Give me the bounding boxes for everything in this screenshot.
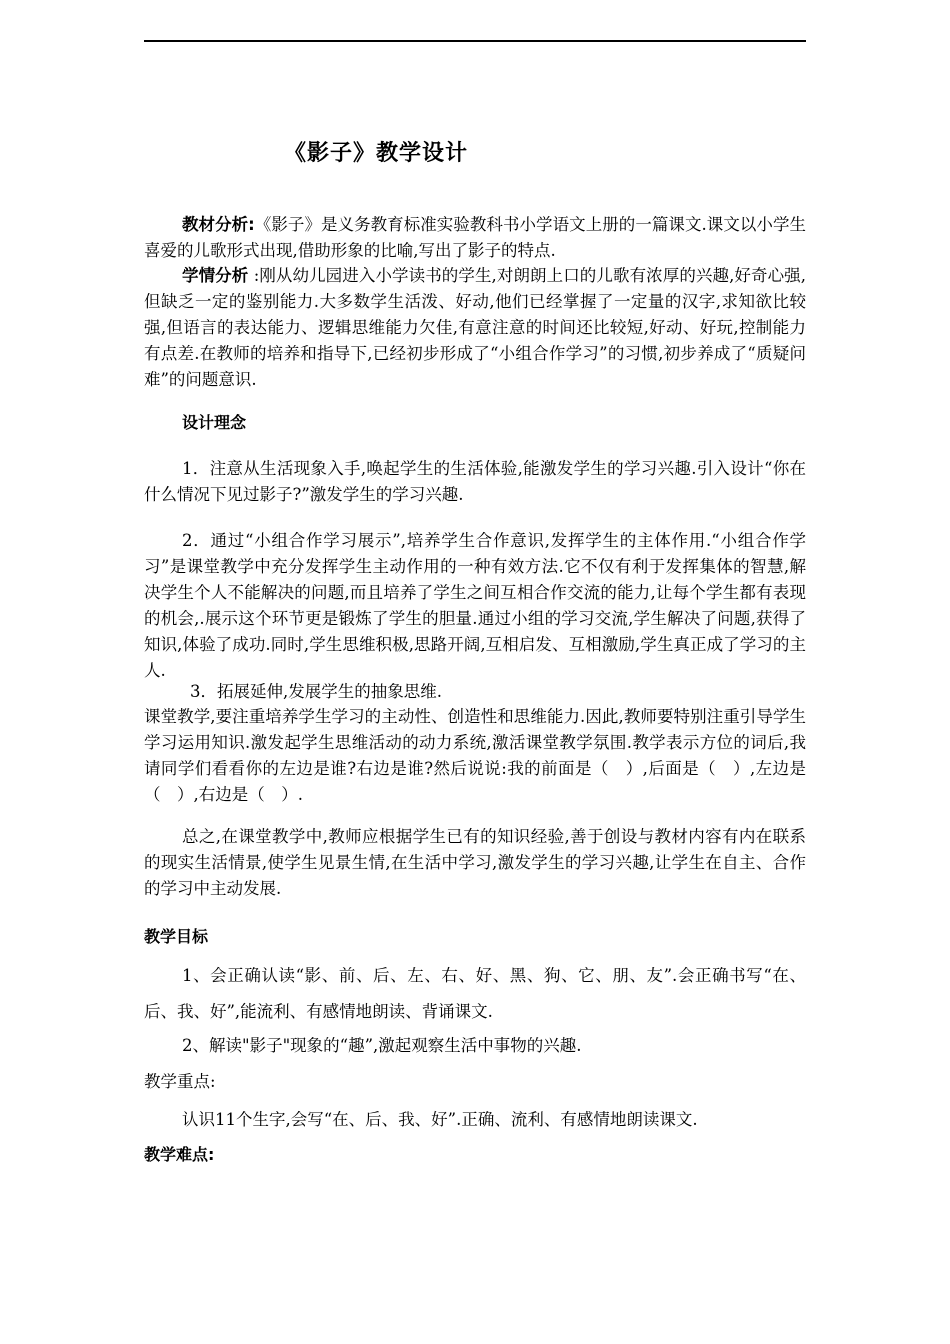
student-analysis-text: :刚从幼儿园进入小学读书的学生,对朗朗上口的儿歌有浓厚的兴趣,好奇心强,但缺乏一定的鉴别能力.大多数学生活泼、好动,他们已经掌握了一定量的汉字,求知欲比较强,但语言的表达能力、逻辑思维能力欠佳,有意注意的时间还比较短,好动、好玩,控制能力有点差.在教师的培养和指导下,已经初步形成了“小组合作学习”的习惯,初步养成了“质疑问难”的问题意识. xyxy=(144,266,807,389)
header-rule xyxy=(144,40,806,42)
key-points-heading: 教学重点: xyxy=(144,1072,216,1091)
page-title: 《影子》教学设计 xyxy=(284,141,469,166)
material-analysis-label: 教材分析: xyxy=(182,215,255,234)
concept-point-3-text: 课堂教学,要注重培养学生学习的主动性、创造性和思维能力.因此,教师要特别注重引导学生学习运用知识.激发起学生思维活动的动力系统,激活课堂教学氛围.教学表示方位的词后,我请同学们看看你的左边是谁?右边是谁?然后说说:我的前面是（ ）,后面是（ ）,左边是（ ）,右边是（ ）. xyxy=(144,707,806,804)
concept-point-2: 2．通过“小组合作学习展示”,培养学生合作意识,发挥学生的主体作用.“小组合作学习”是课堂教学中充分发挥学生主动作用的一种有效方法.它不仅有利于发挥集体的智慧,解决学生个人不能解决的问题,而且培养了学生之间互相合作交流的能力,让每个学生都有表现的机会,.展示这个环节更是锻炼了学生的胆量.通过小组的学习交流,学生解决了问题,获得了知识,体验了成功.同时,学生思维积极,思路开阔,互相启发、互相激励,学生真正成了学习的主人. xyxy=(144,531,806,680)
material-analysis-text: 《影子》是义务教育标准实验教科书小学语文上册的一篇课文.课文以小学生喜爱的儿歌形式出现,借助形象的比喻,写出了影子的特点. xyxy=(144,215,806,260)
student-analysis-label: 学情分析 xyxy=(182,266,249,285)
concept-point-3-title: 3．拓展延伸,发展学生的抽象思维. xyxy=(190,682,442,701)
student-analysis-paragraph xyxy=(144,263,806,393)
concept-point-1: 1．注意从生活现象入手,唤起学生的生活体验,能激发学生的学习兴趣.引入设计“你在什么情况下见过影子?”激发学生的学习兴趣. xyxy=(144,459,806,504)
teaching-goal-1: 1、会正确认读“影、前、后、左、右、好、黑、狗、它、朋、友”.会正确书写“在、后、我、好”,能流利、有感情地朗读、背诵课文. xyxy=(144,966,806,1021)
key-points-text: 认识11个生字,会写“在、后、我、好”.正确、流利、有感情地朗读课文. xyxy=(182,1110,698,1129)
design-concept-heading: 设计理念 xyxy=(182,413,247,432)
concept-summary: 总之,在课堂教学中,教师应根据学生已有的知识经验,善于创设与教材内容有内在联系的现实生活情景,使学生见景生情,在生活中学习,激发学生的学习兴趣,让学生在自主、合作的学习中主动发展. xyxy=(144,827,806,898)
teaching-goal-2: 2、解读"影子"现象的“趣”,激起观察生活中事物的兴趣. xyxy=(182,1036,582,1055)
teaching-goals-heading: 教学目标 xyxy=(144,927,209,946)
material-analysis-paragraph xyxy=(144,212,806,264)
difficulties-heading: 教学难点: xyxy=(144,1145,215,1164)
